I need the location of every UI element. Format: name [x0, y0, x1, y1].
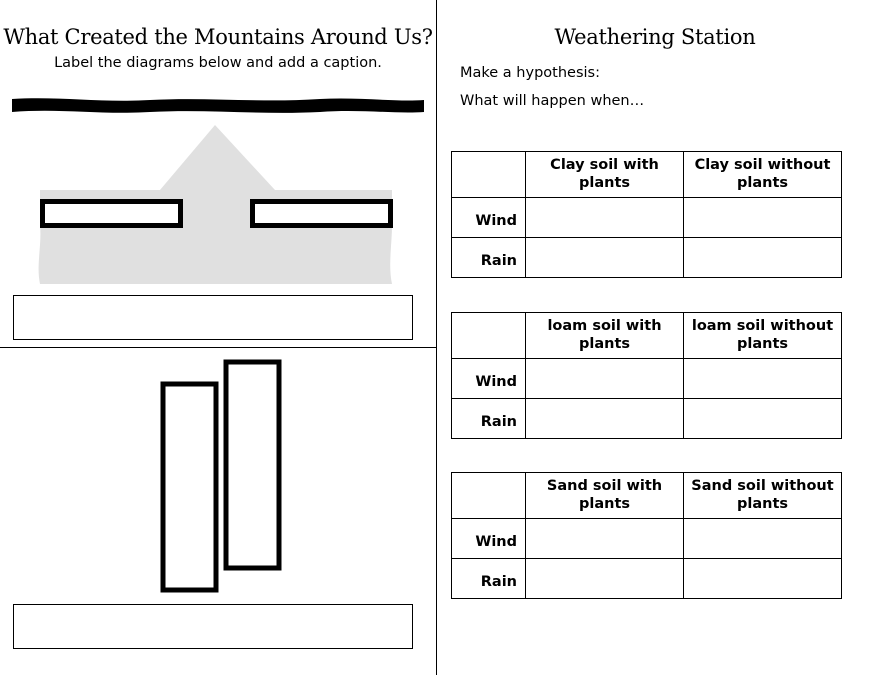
page-divider-vertical	[436, 0, 437, 675]
column-header: Sand soil with plants	[526, 473, 684, 519]
answer-cell[interactable]	[684, 359, 842, 399]
answer-cell[interactable]	[684, 559, 842, 599]
table-corner	[452, 313, 526, 359]
column-header: Clay soil with plants	[526, 152, 684, 198]
answer-cell[interactable]	[684, 399, 842, 439]
table-corner	[452, 473, 526, 519]
answer-cell[interactable]	[526, 198, 684, 238]
block-left	[163, 384, 216, 590]
mountains-title: What Created the Mountains Around Us?	[3, 25, 433, 49]
row-header-wind: Wind	[452, 519, 526, 559]
loam-soil-table	[451, 312, 842, 439]
column-header: Sand soil without plants	[684, 473, 842, 519]
row-header-rain: Rain	[452, 399, 526, 439]
weathering-title: Weathering Station	[554, 25, 756, 49]
answer-cell[interactable]	[526, 359, 684, 399]
column-header: loam soil without plants	[684, 313, 842, 359]
row-header-rain: Rain	[452, 238, 526, 278]
answer-cell[interactable]	[526, 399, 684, 439]
row-header-wind: Wind	[452, 359, 526, 399]
row-header-wind: Wind	[452, 198, 526, 238]
answer-cell[interactable]	[526, 238, 684, 278]
answer-cell[interactable]	[526, 519, 684, 559]
answer-cell[interactable]	[684, 519, 842, 559]
answer-cell[interactable]	[684, 198, 842, 238]
table-corner	[452, 152, 526, 198]
clay-soil-table	[451, 151, 842, 278]
caption-box-bottom[interactable]	[13, 604, 413, 649]
mountains-instructions: Label the diagrams below and add a caption.	[54, 55, 382, 71]
answer-cell[interactable]	[684, 238, 842, 278]
hypothesis-prompt: Make a hypothesis:	[460, 65, 600, 81]
column-header: Clay soil without plants	[684, 152, 842, 198]
row-header-rain: Rain	[452, 559, 526, 599]
block-right	[226, 362, 279, 568]
column-header: loam soil with plants	[526, 313, 684, 359]
offset-blocks-diagram	[0, 0, 436, 675]
answer-cell[interactable]	[526, 559, 684, 599]
sand-soil-table	[451, 472, 842, 599]
question-prompt: What will happen when…	[460, 93, 645, 109]
